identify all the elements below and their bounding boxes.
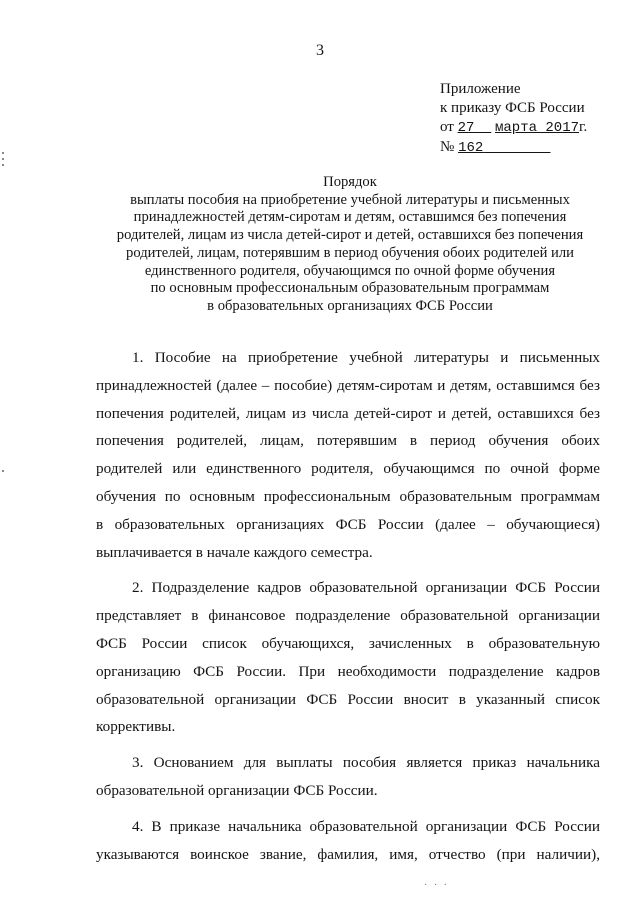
title-line: родителей, лицам из числа детей-сирот и детей, оставшихся без попечения xyxy=(116,227,584,244)
date-suffix: г. xyxy=(579,119,588,135)
paragraph-line: родителей или единственного родителя, обучающимся по очной форме xyxy=(96,460,600,478)
paragraph-line: ФСБ России список обучающихся, зачисленных в образовательную xyxy=(96,634,600,652)
title-line: по основным профессиональным образовательным программам xyxy=(150,280,550,297)
title-line: в образовательных организациях ФСБ России xyxy=(207,297,493,314)
paragraph-line: 1. Пособие на приобретение учебной литературы и письменных xyxy=(132,349,600,366)
paragraph-line: организацию ФСБ России. При необходимости подразделение кадров xyxy=(96,662,600,680)
title-line: выплаты пособия на приобретение учебной литературы и письменных xyxy=(130,191,570,208)
scan-margin-mark xyxy=(2,152,4,154)
scan-margin-mark xyxy=(2,158,4,160)
paragraph-line: попечения родителей, лицам, потерявшим в период обучения обоих xyxy=(96,432,600,450)
document-body xyxy=(96,344,600,876)
paragraph-line: обучения по основным профессиональным образовательным программам xyxy=(96,487,600,505)
title-heading: Порядок xyxy=(323,174,377,190)
paragraph-line: коррективы. xyxy=(96,718,176,736)
paragraph-line: образовательной организации ФСБ России. xyxy=(96,781,378,799)
paragraph-line: 2. Подразделение кадров образовательной организации ФСБ России xyxy=(132,579,600,597)
title-line: принадлежностей детям-сиротам и детям, оставшимся без попечения xyxy=(133,209,567,226)
number-value: 162 xyxy=(458,140,484,156)
paragraph-line: образовательной организации ФСБ России вносит в указанный список xyxy=(96,690,600,708)
date-gap xyxy=(474,120,491,136)
title-line: единственного родителя, обучающимся по очной форме обучения xyxy=(144,262,556,279)
paragraph-2 xyxy=(96,574,600,741)
date-month-year: марта 2017 xyxy=(494,120,579,136)
paragraph-line: 3. Основанием для выплаты пособия является приказ начальника xyxy=(132,754,600,772)
paragraph-line: указываются воинское звание, фамилия, имя, отчество (при наличии), xyxy=(96,845,600,863)
document-title xyxy=(80,174,620,316)
appendix-number xyxy=(440,138,587,158)
paragraph-line: 4. В приказе начальника образовательной организации ФСБ России xyxy=(132,817,600,835)
paragraph-4 xyxy=(96,813,600,869)
appendix-date xyxy=(440,118,587,138)
number-underline-tail xyxy=(483,140,550,156)
number-prefix: № xyxy=(440,139,455,155)
scan-noise: · · · xyxy=(424,880,449,891)
page-number: 3 xyxy=(316,42,324,59)
date-prefix: от xyxy=(440,119,454,135)
appendix-title: Приложение xyxy=(440,81,521,97)
appendix-header xyxy=(440,80,587,158)
appendix-order-reference: к приказу ФСБ России xyxy=(440,100,585,116)
paragraph-3 xyxy=(96,749,600,805)
paragraph-line: принадлежностей (далее – пособие) детям-сиротам и детям, оставшимся без xyxy=(96,376,600,394)
scan-margin-mark xyxy=(2,470,4,472)
paragraph-line: попечения родителей, лицам из числа детей-сирот и детей, оставшихся без xyxy=(96,404,600,422)
paragraph-line: представляет в финансовое подразделение образовательной организации xyxy=(96,607,600,625)
paragraph-line: в образовательных организациях ФСБ России (далее – обучающиеся) xyxy=(96,515,600,533)
date-day: 27 xyxy=(457,120,475,136)
paragraph-1 xyxy=(96,344,600,566)
title-line: родителей, лицам, потерявшим в период обучения обоих родителей или xyxy=(126,244,574,261)
paragraph-line: выплачивается в начале каждого семестра. xyxy=(96,543,373,561)
scan-margin-mark xyxy=(2,164,4,166)
